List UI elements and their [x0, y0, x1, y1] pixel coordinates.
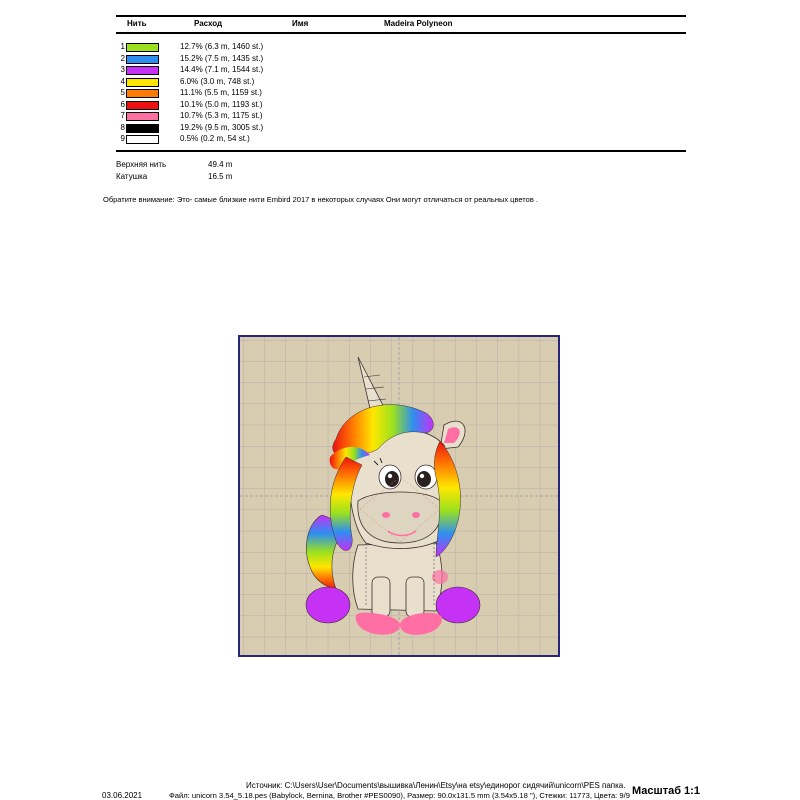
thread-color-swatch — [126, 43, 159, 52]
print-date: 03.06.2021 — [102, 791, 143, 800]
thread-color-swatch — [126, 55, 159, 64]
thread-color-swatch — [126, 112, 159, 121]
thread-number: 2 — [120, 53, 125, 63]
thread-usage: 10.1% (5.0 m, 1193 st.) — [180, 99, 263, 109]
thread-color-swatch — [126, 124, 159, 133]
table-bottom-rule — [116, 150, 686, 152]
thread-row — [116, 65, 416, 76]
scale-label: Масштаб 1:1 — [632, 785, 700, 797]
thread-row — [116, 100, 416, 111]
bobbin-value: 16.5 m — [208, 172, 233, 181]
thread-row — [116, 77, 416, 88]
thread-row — [116, 54, 416, 65]
bobbin-label: Катушка — [116, 172, 148, 181]
table-top-rule — [116, 15, 686, 17]
header-usage: Расход — [194, 19, 223, 28]
top-thread-label: Верхняя нить — [116, 160, 167, 169]
thread-number: 6 — [120, 99, 125, 109]
thread-color-swatch — [126, 78, 159, 87]
file-info: Файл: unicorn 3.54_5.18.pes (Babylock, Bernina, Brother #PES0090), Размер: 90.0x131.5 mm (3.54x5.18 "), Стежки: 11773, Цвета: 9/9 — [169, 791, 630, 800]
design-preview — [238, 335, 560, 657]
thread-row — [116, 88, 416, 99]
top-thread-value: 49.4 m — [208, 160, 233, 169]
thread-usage: 6.0% (3.0 m, 748 st.) — [180, 76, 255, 86]
thread-usage: 19.2% (9.5 m, 3005 st.) — [180, 122, 264, 132]
thread-number: 9 — [120, 134, 125, 143]
thread-number: 5 — [120, 88, 125, 97]
thread-number: 7 — [120, 111, 125, 120]
thread-row — [116, 134, 416, 145]
thread-number: 8 — [120, 122, 125, 132]
thread-color-swatch — [126, 89, 159, 98]
thread-color-swatch — [126, 101, 159, 110]
thread-number: 3 — [120, 65, 125, 74]
header-thread: Нить — [127, 19, 147, 28]
thread-usage: 15.2% (7.5 m, 1435 st.) — [180, 53, 264, 63]
unicorn-embroidery-image — [240, 337, 558, 655]
thread-row — [116, 42, 416, 53]
header-rule — [116, 32, 686, 34]
thread-number: 1 — [120, 42, 125, 51]
thread-row — [116, 111, 416, 122]
header-brand: Madeira Polyneon — [384, 19, 453, 28]
thread-usage: 12.7% (6.3 m, 1460 st.) — [180, 42, 264, 51]
thread-color-swatch — [126, 66, 159, 75]
source-path: Источник: C:\Users\User\Documents\вышивка\Ленин\Etsy\на etsy\единорог сидячий\unicorn\PES папка. — [246, 781, 626, 790]
thread-number: 4 — [120, 76, 125, 86]
thread-usage: 11.1% (5.5 m, 1159 st.) — [180, 88, 262, 97]
thread-usage: 14.4% (7.1 m, 1544 st.) — [180, 65, 264, 74]
thread-usage: 10.7% (5.3 m, 1175 st.) — [180, 111, 263, 120]
color-disclaimer: Обратите внимание: Это- самые близкие нити Embird 2017 в некоторых случаях Они могут отличаться от реальных цветов . — [103, 195, 538, 204]
thread-color-swatch — [126, 135, 159, 144]
thread-usage: 0.5% (0.2 m, 54 st.) — [180, 134, 250, 143]
header-name: Имя — [292, 19, 309, 28]
thread-row — [116, 123, 416, 134]
